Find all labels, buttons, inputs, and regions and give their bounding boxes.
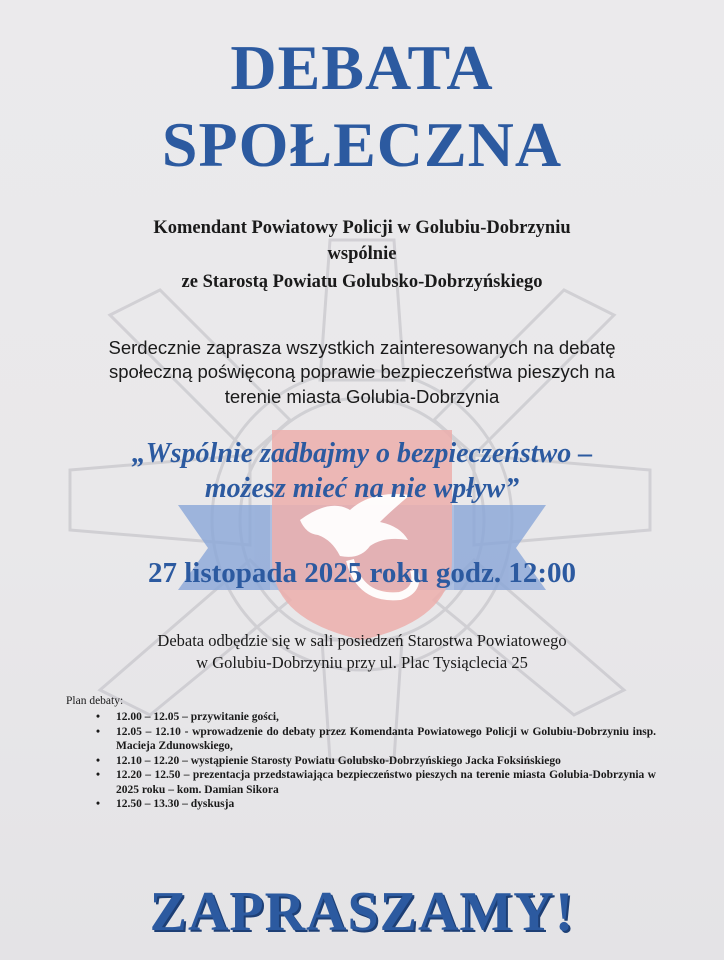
event-date-time: 27 listopada 2025 roku godz. 12:00 [147, 557, 577, 589]
closing-invitation: ZAPRASZAMY! [149, 881, 575, 943]
bullet-icon: • [96, 769, 101, 781]
invitation-line-3: terenie miasta Golubia-Dobrzynia [224, 386, 500, 407]
title-line-1: DEBATA [230, 32, 494, 103]
motto-line-2: możesz mieć na nie wpływ” [204, 473, 520, 504]
agenda-item [96, 725, 656, 754]
plan-heading: Plan debaty: [66, 695, 124, 707]
agenda-item-text: 12.05 – 12.10 - wprowadzenie do debaty przez Komendanta Powiatowego Policji w Golubiu-Dobrzyniu insp. Macieja Zdunowskiego, [116, 725, 656, 752]
agenda-item [96, 754, 656, 769]
venue-line-2: w Golubiu-Dobrzyniu przy ul. Plac Tysiąclecia 25 [196, 653, 528, 672]
organizer-line-1: Komendant Powiatowy Policji w Golubiu-Dobrzyniu [153, 218, 571, 238]
title-line-2: SPOŁECZNA [161, 109, 563, 180]
bullet-icon: • [96, 754, 101, 767]
organizer-line-3: ze Starostą Powiatu Golubsko-Dobrzyńskiego [181, 272, 543, 292]
agenda-item-text: 12.00 – 12.05 – przywitanie gości, [116, 711, 279, 723]
invitation-line-1: Serdecznie zaprasza wszystkich zainteresowanych na debatę [108, 337, 616, 358]
motto-line-1: „Wspólnie zadbajmy o bezpieczeństwo – [131, 438, 593, 469]
agenda-item-text: 12.10 – 12.20 – wystąpienie Starosty Powiatu Golubsko-Dobrzyńskiego Jacka Foksińskiego [116, 754, 561, 767]
organizer-line-2: wspólnie [327, 244, 397, 264]
bullet-icon: • [96, 711, 101, 723]
bullet-icon: • [96, 798, 101, 810]
agenda-item [96, 768, 656, 797]
agenda-item-text: 12.20 – 12.50 – prezentacja przedstawiająca bezpieczeństwo pieszych na terenie miasta Golubia-Dobrzynia w 2025 roku – kom. Damian Sikora [116, 769, 656, 796]
agenda-item [96, 710, 656, 725]
agenda-list [96, 710, 656, 812]
agenda-item [96, 797, 656, 812]
venue-line-1: Debata odbędzie się w sali posiedzeń Starostwa Powiatowego [157, 631, 567, 650]
agenda-item-text: 12.50 – 13.30 – dyskusja [116, 798, 235, 810]
invitation-line-2: społeczną poświęconą poprawie bezpieczeństwa pieszych na [109, 361, 615, 382]
bullet-icon: • [96, 725, 101, 738]
